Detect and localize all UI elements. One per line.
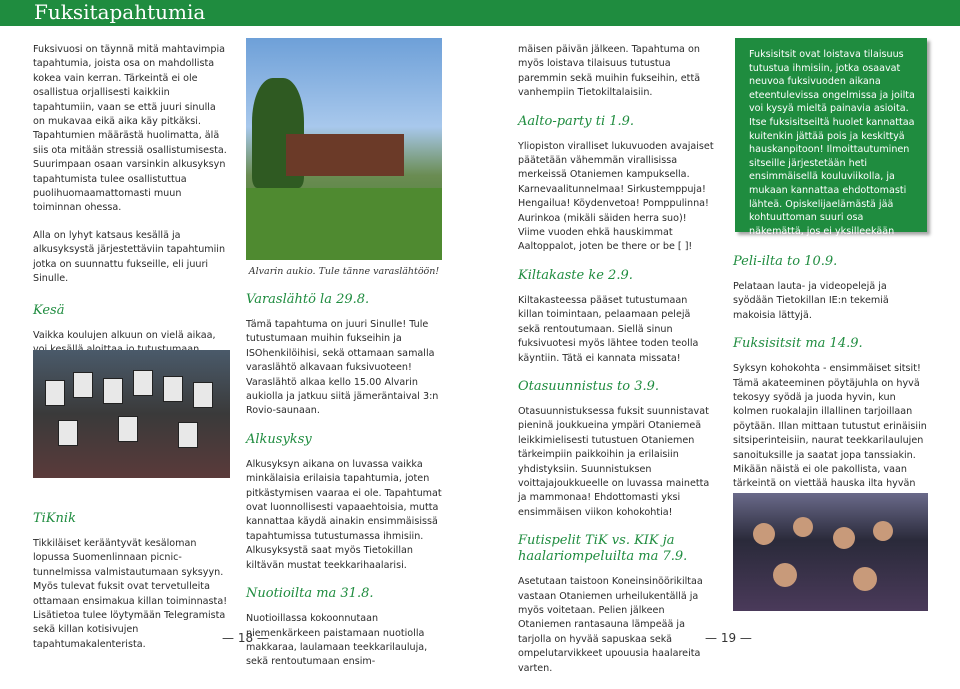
page-title: Fuksitapahtumia	[34, 0, 206, 24]
section-heading-alkusyksy: Alkusyksy	[246, 431, 312, 447]
section-heading-otasuunnistus: Otasuunnistus to 3.9.	[518, 378, 660, 394]
section-heading-fuksisitsit: Fuksisitsit ma 14.9.	[733, 336, 863, 352]
header-bar	[0, 0, 960, 26]
section-heading-kesa: Kesä	[33, 302, 65, 318]
photo-caption: Alvarin aukio. Tule tänne varaslähtöön!	[248, 266, 440, 277]
section-heading-tiknik: TiKnik	[33, 511, 76, 526]
tiknik-paragraph: Tikkiläiset kerääntyvät kesäloman lopussa Suomenlinnaan picnic-tunnelmissa valmistautumaan syksyyn. Myös tulevat fuksit ovat tervetulleita ottamaan ensimakua killan toiminnasta! Lisätietoa tulee löytymään Telegramista sekä killan kotisivujen tapahtumakalenterista.	[33, 538, 228, 650]
section-heading-nuotioilta: Nuotioilta ma 31.8.	[246, 586, 374, 602]
summary-paragraph: Alla on lyhyt katsaus kesällä ja alkusyksystä järjestettäviin tapahtumiin jotka on suunnattu fukseille, eli juuri Sinulle.	[33, 229, 226, 285]
tiknik-section	[33, 507, 228, 665]
page-number-right: — 19 —	[705, 631, 752, 645]
peli-ilta-paragraph: Pelataan lauta- ja videopelejä ja syödään Tietokillan IE:n tekemiä makoisia lättyjä.	[733, 281, 889, 321]
futispelit-paragraph: Asetutaan taistoon Koneinsinöörikiltaa vastaan Otaniemen urheilukentällä ja myös voitetaan. Pelien jälkeen Otaniemen rantasauna lämpeää ja tarjolla on hyvää sapuskaa sekä ompelutarvikkeet upouusia haalareita varten.	[518, 576, 703, 674]
info-box-text: Fuksisitsit ovat loistava tilaisuus tutustua ihmisiin, jotka osaavat neuvoa fuksivuoden aikana eteentulevissa ongelmissa ja joilta voi kysyä mieltä painavia asioita. Itse fuksisitseiltä huolet kannattaa kuitenkin jättää pois ja keskittyä hauskanpitoon! Ilmoittautuminen sitseille järjestetään heti ensimmäisellä kouluviikolla, ja mukaan kannattaa ehdottomasti lähteä. Opiskelijaelämästä jää kohtuuttoman suuri osa näkemättä, jos ei yksilleekään sitseille ole osallistunut.	[749, 49, 915, 251]
party-photo	[733, 493, 928, 611]
column-3	[518, 43, 715, 689]
section-heading-varaslahto: Varaslähtö la 29.8.	[246, 292, 370, 307]
intro-paragraph: Fuksivuosi on täynnä mitä mahtavimpia tapahtumia, joista osa on mahdollista kokea vain kerran. Tärkeintä ei ole osallistua orjallisesti kaikkiin tapahtumiin, vaan se että juuri sinulla on mukavaa eikä aika käy pitkäksi. Tapahtumien määrästä huolimatta, älä siis ota mitään stressiä osallistumisesta. Suurimpaan osaan varsinkin alkusyksyn tapahtumista tulee osallistuttua puolihuomaamattomasti muun toiminnan ohessa.	[33, 44, 227, 214]
aalto-party-paragraph: Yliopiston viralliset lukuvuoden avajaiset päätetään vähemmän virallisissa merkeissä Otaniemen kampuksella. Karnevaalitunnelmaa! Sirkustemppuja! Hengailua! Köydenvetoa! Pomppulinna! Aurinkoa (mikäli säiden herra suo)! Viime vuoden ehkä hauskimmat Aaltoppalot, joten be there or be [ ]!	[518, 140, 714, 253]
page-number-left: — 18 —	[222, 631, 269, 645]
column-4	[733, 250, 928, 534]
section-heading-futispelit: Futispelit TiK vs. KIK ja haalariompeluilta ma 7.9.	[518, 533, 688, 565]
varaslahto-paragraph: Tämä tapahtuma on juuri Sinulle! Tule tutustumaan muihin fukseihin ja ISOhenkilöihisi, sekä ottamaan samalla varaslähtö alkavaan fuksivuoteen! Varaslähtö alkaa kello 15.00 Alvarin aukiolla ja jatkuu siitä jämeräntaival 3:n Rovio-saunaan.	[246, 319, 439, 417]
continuation-paragraph: mäisen päivän jälkeen. Tapahtuma on myös loistava tilaisuus tutustua paremmin sekä muihin fukseihin, että vanhempiin Tietokiltalaisiin.	[518, 44, 701, 99]
kiltakaste-paragraph: Kiltakasteessa pääset tutustumaan killan toimintaan, pelaamaan pelejä sekä rentoutumaan. Siellä sinun fuksivuotesi myös lähtee toden teolla käyntiin. Tätä ei kannata missata!	[518, 294, 699, 364]
nuotioilta-paragraph: Nuotioillassa kokoonnutaan niemenkärkeen paistamaan nuotiolla makkaraa, laulamaan teekkarilauluja, sekä rentoutumaan ensim-	[246, 613, 428, 668]
crowd-photo	[33, 350, 230, 478]
alkusyksy-paragraph: Alkusyksyn aikana on luvassa vaikka minkälaisia erilaisia tapahtumia, joten pitkästymisen vaaraa ei ole. Tapahtumat ovat luonnollisesti vapaaehtoisia, mutta kannattaa käydä ainakin ensimmäisissä tapahtumissa tutustumassa ihmisiin. Alkusyksystä saat myös Tietokillan kiltävän mustat teekkarihaalarisi.	[246, 458, 442, 571]
info-box	[735, 38, 927, 251]
section-heading-aalto-party: Aalto-party ti 1.9.	[518, 113, 635, 129]
fuksisitsit-paragraph: Syksyn kohokohta - ensimmäiset sitsit! Tämä akateeminen pöytäjuhla on hyvä tekosyy syödä ja juoda hyvin, kun kolmen ruokalajin illallinen tarjoillaan pöytään. Illan mittaan tutustut erinäisiin sitsiperinteisiin, naurat teekkarilaulujen sanoituksille ja saatat jopa tanssiakin. Mikään näistä ei ole pakollista, vaan tärkeintä on viettää hauska ilta hyvän	[733, 363, 927, 490]
section-heading-peli-ilta: Peli-ilta to 10.9.	[733, 254, 838, 269]
otasuunnistus-paragraph: Otasuunnistuksessa fuksit suunnistavat pieninä joukkueina ympäri Otaniemeä leikkimielisesti tutustuen Otaniemen tärkeimpiin paikkoihin ja erilaisiin yhdistyksiin. Suunnistuksen voittajajoukkueelle on luvassa mainetta ja mammonaa! Ehdottomasti yksi ensimmäisen viikon kohokohtia!	[518, 405, 710, 518]
kesa-paragraph: Vaikka koulujen alkuun on vielä aikaa,	[33, 329, 216, 341]
university-photo	[246, 38, 442, 260]
column-2	[246, 288, 443, 683]
section-heading-kiltakaste: Kiltakaste ke 2.9.	[518, 267, 633, 283]
